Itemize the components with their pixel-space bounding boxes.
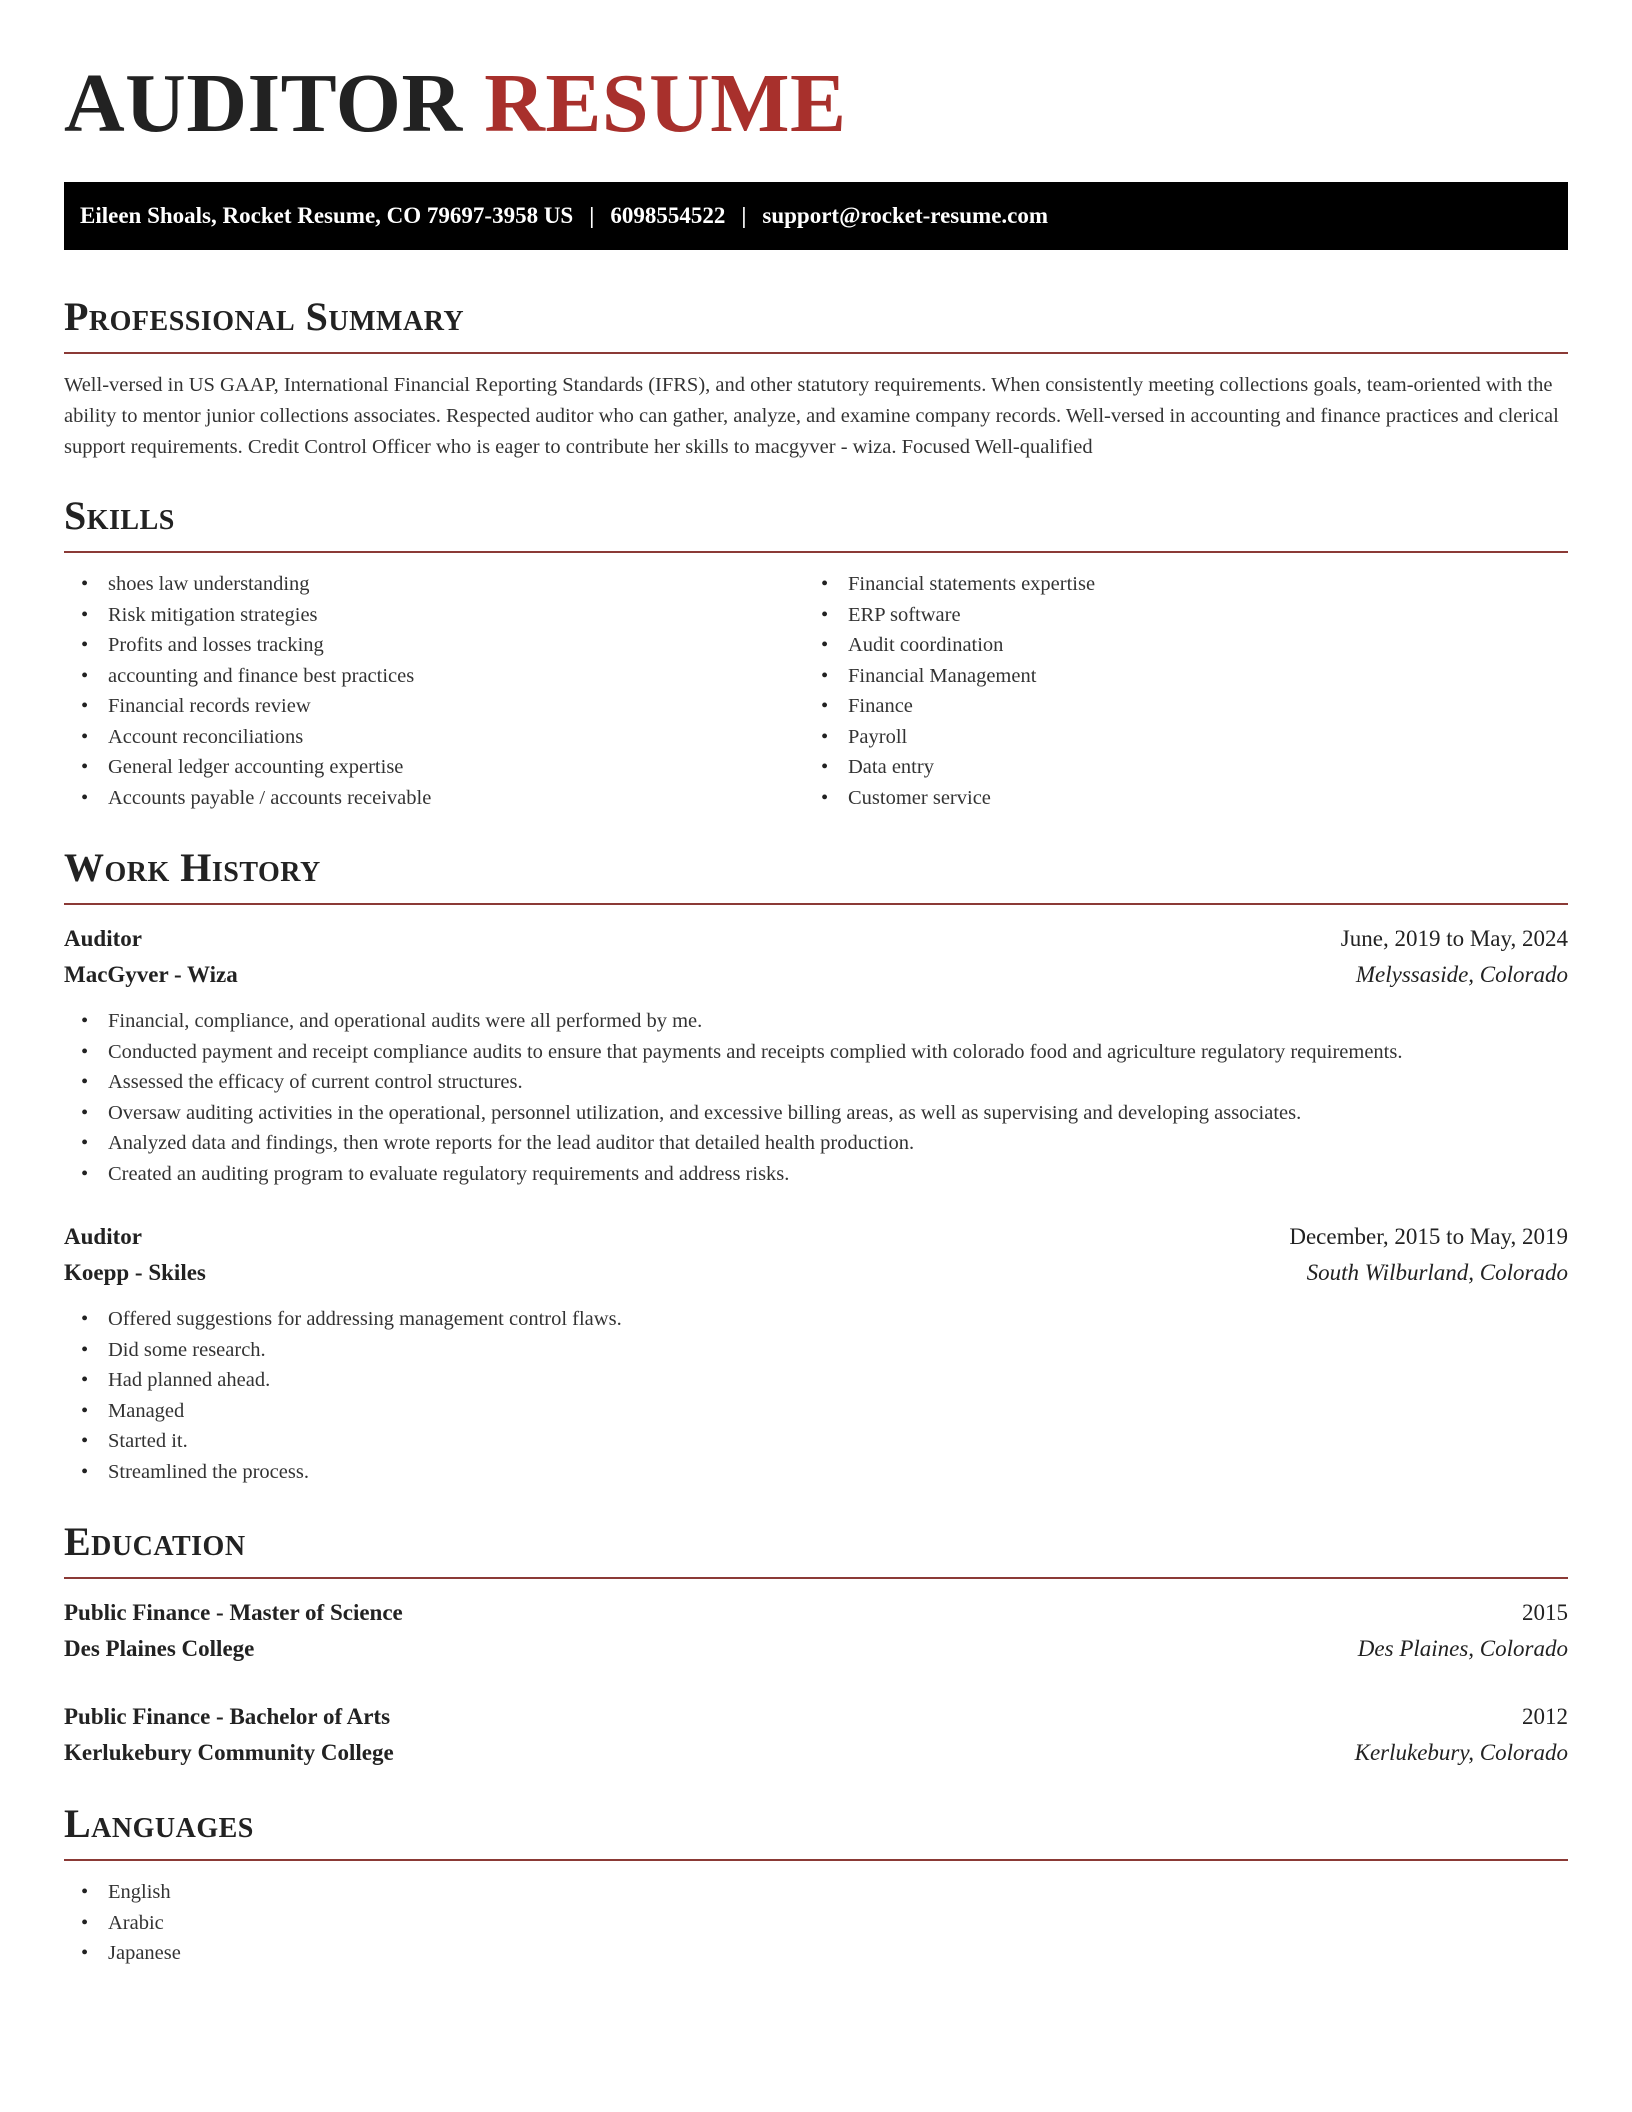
languages-heading: Languages	[64, 1801, 254, 1846]
education-entry	[64, 1595, 1568, 1667]
job-title: Auditor	[64, 926, 142, 951]
job-location: South Wilburland, Colorado	[1306, 1260, 1568, 1285]
skill-item: • Audit coordination	[804, 630, 1544, 661]
job-bullet: • Conducted payment and receipt compliance audits to ensure that payments and receipts complied with colorado food and agriculture regulatory requirements.	[64, 1037, 1568, 1068]
section-divider	[64, 1577, 1568, 1579]
skill-item: • Payroll	[804, 722, 1544, 753]
languages-section	[64, 1801, 1568, 1969]
job-bullet: • Financial, compliance, and operational audits were all performed by me.	[64, 1006, 1568, 1037]
education-school-row	[64, 1735, 1568, 1771]
skills-grid	[64, 569, 1568, 813]
education-entry	[64, 1699, 1568, 1771]
summary-section	[64, 294, 1568, 463]
language-item: • Japanese	[64, 1938, 1568, 1969]
job-company: Koepp - Skiles	[64, 1260, 206, 1285]
job-company: MacGyver - Wiza	[64, 962, 238, 987]
skills-list-left	[64, 569, 804, 813]
section-divider	[64, 352, 1568, 354]
education-location: Kerlukebury, Colorado	[1354, 1740, 1568, 1765]
education-heading: Education	[64, 1519, 246, 1564]
job-company-row	[64, 1255, 1568, 1291]
skill-item: • Finance	[804, 691, 1544, 722]
job-dates: June, 2019 to May, 2024	[1340, 926, 1568, 951]
title-word-resume: RESUME	[484, 57, 847, 150]
job-bullet: • Streamlined the process.	[64, 1457, 1568, 1488]
language-item: • Arabic	[64, 1908, 1568, 1939]
skill-item: • General ledger accounting expertise	[64, 752, 804, 783]
job-bullet: • Managed	[64, 1396, 1568, 1427]
education-year: 2012	[1522, 1704, 1568, 1729]
skill-item: • shoes law understanding	[64, 569, 804, 600]
job-location: Melyssaside, Colorado	[1355, 962, 1568, 987]
contact-bar	[64, 182, 1568, 250]
work-history-section	[64, 845, 1568, 1487]
education-year: 2015	[1522, 1600, 1568, 1625]
education-school: Kerlukebury Community College	[64, 1740, 394, 1765]
job-bullets	[64, 1006, 1568, 1189]
languages-list	[64, 1877, 1568, 1969]
skill-item: • Financial records review	[64, 691, 804, 722]
education-degree-row	[64, 1595, 1568, 1631]
contact-address: Eileen Shoals, Rocket Resume, CO 79697-3958 US	[80, 203, 574, 228]
education-section	[64, 1519, 1568, 1771]
job-company-row	[64, 957, 1568, 993]
contact-separator: |	[741, 203, 747, 228]
job-header-row	[64, 1219, 1568, 1255]
summary-heading: Professional Summary	[64, 294, 465, 339]
education-location: Des Plaines, Colorado	[1357, 1636, 1568, 1661]
job-bullet: • Assessed the efficacy of current control structures.	[64, 1067, 1568, 1098]
language-item: • English	[64, 1877, 1568, 1908]
contact-email[interactable]: support@rocket-resume.com	[762, 203, 1049, 228]
skill-item: • Data entry	[804, 752, 1544, 783]
skills-section	[64, 493, 1568, 813]
skill-item: • Profits and losses tracking	[64, 630, 804, 661]
education-degree: Public Finance - Master of Science	[64, 1600, 403, 1625]
education-degree: Public Finance - Bachelor of Arts	[64, 1704, 391, 1729]
skill-item: • Financial statements expertise	[804, 569, 1544, 600]
summary-text: Well-versed in US GAAP, International Financial Reporting Standards (IFRS), and other statutory requirements. When consistently meeting collections goals, team-oriented with the ability to mentor junior collections associates. Respected auditor who can gather, analyze, and examine company records. Well-versed in accounting and finance practices and clerical support requirements. Credit Control Officer who is eager to contribute her skills to macgyver - wiza. Focused Well-qualified	[64, 374, 1559, 458]
work-history-heading: Work History	[64, 845, 321, 890]
job-bullets	[64, 1304, 1568, 1487]
skills-heading: Skills	[64, 493, 175, 538]
skill-item: • Customer service	[804, 783, 1544, 814]
skill-item: • Financial Management	[804, 661, 1544, 692]
resume-title	[64, 0, 1568, 152]
title-word-auditor: AUDITOR	[64, 57, 463, 150]
section-divider	[64, 551, 1568, 553]
job-dates: December, 2015 to May, 2019	[1289, 1224, 1568, 1249]
section-divider	[64, 903, 1568, 905]
job-bullet: • Oversaw auditing activities in the operational, personnel utilization, and excessive billing areas, as well as supervising and developing associates.	[64, 1098, 1568, 1129]
skills-list-right	[804, 569, 1544, 813]
job-header-row	[64, 921, 1568, 957]
job-bullet: • Analyzed data and findings, then wrote reports for the lead auditor that detailed health production.	[64, 1128, 1568, 1159]
education-degree-row	[64, 1699, 1568, 1735]
education-school-row	[64, 1631, 1568, 1667]
job-entry	[64, 921, 1568, 1189]
contact-phone: 6098554522	[610, 203, 726, 228]
job-entry	[64, 1219, 1568, 1487]
education-school: Des Plaines College	[64, 1636, 255, 1661]
skill-item: • ERP software	[804, 600, 1544, 631]
contact-separator: |	[589, 203, 595, 228]
section-divider	[64, 1859, 1568, 1861]
job-bullet: • Created an auditing program to evaluate regulatory requirements and address risks.	[64, 1159, 1568, 1190]
job-bullet: • Offered suggestions for addressing management control flaws.	[64, 1304, 1568, 1335]
job-bullet: • Started it.	[64, 1426, 1568, 1457]
skill-item: • Account reconciliations	[64, 722, 804, 753]
skill-item: • accounting and finance best practices	[64, 661, 804, 692]
skill-item: • Risk mitigation strategies	[64, 600, 804, 631]
job-bullet: • Had planned ahead.	[64, 1365, 1568, 1396]
job-bullet: • Did some research.	[64, 1335, 1568, 1366]
skill-item: • Accounts payable / accounts receivable	[64, 783, 804, 814]
job-title: Auditor	[64, 1224, 142, 1249]
